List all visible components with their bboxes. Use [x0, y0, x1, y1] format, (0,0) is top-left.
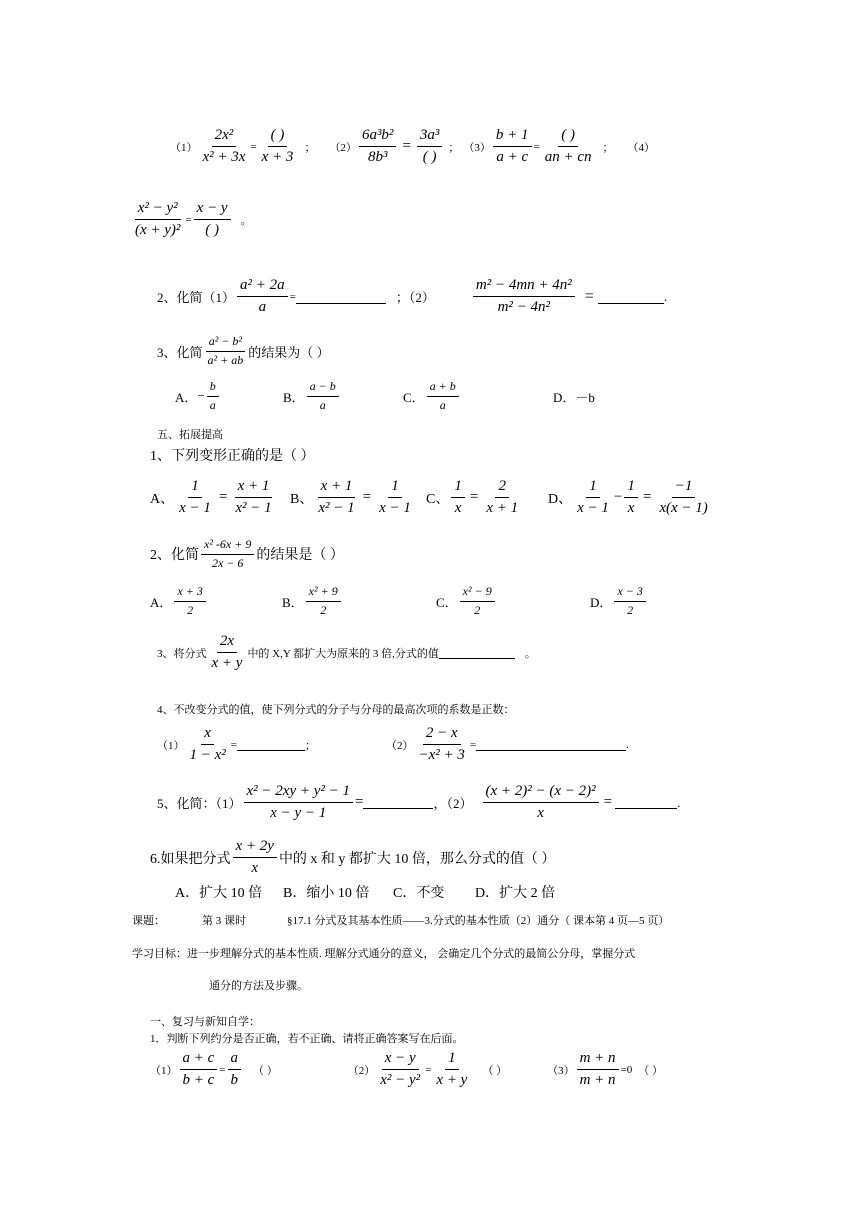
- ext1-options: [150, 478, 713, 518]
- q1-row: （1） $\frac{\text{2x²}}{\text{x² + 3x}}$ = $\frac{( )}{x + 3}$ ； （2） $\frac{\text{6a³b²}}{\text{8b³}}$ = $\frac{\text{3a³}}{( )}$ ； （3） $\frac{b + 1}{a + c}$ = $\frac{( )}{an + cn}$ ； （4）: [170, 127, 656, 166]
- option-c[interactable]: C． $\frac{\text{x² − 9}}{2}$: [436, 585, 590, 618]
- fraction: $\frac{\text{x² − y²}}{\text{(x + y)²}}$: [135, 200, 181, 239]
- fraction: $\frac{\text{3a³}}{( )}$: [417, 127, 443, 167]
- answer-blank[interactable]: [615, 796, 677, 809]
- fraction: $\frac{( )}{an + cn}$: [544, 127, 592, 166]
- item-label: （1）: [170, 141, 198, 154]
- option-d[interactable]: D．扩大 2 倍: [475, 886, 556, 901]
- goal-line-1: 学习目标：进一步理解分式的基本性质. 理解分式通分的意义， 会确定几个分式的最简公分母，掌握分式: [132, 948, 636, 960]
- answer-blank[interactable]: [363, 796, 433, 809]
- option-a[interactable]: A． − $\frac{b}{a}$: [175, 380, 283, 413]
- fraction: $\frac{\text{a² − b²}}{\text{a² + ab}}$: [207, 334, 244, 367]
- q3-options: [175, 380, 595, 413]
- answer-blank[interactable]: [439, 646, 515, 659]
- option-b[interactable]: B． $\frac{a - b}{a}$: [283, 380, 403, 413]
- review-row: （1） $\frac{a + c}{b + c}$ = $\frac{a}{b}$ （ ） （2） $\frac{x - y}{\text{x² − y²}}$ = $\frac{1}{x + y}$ （ ） （3） $\frac{m + n}{m + n}$ =0 （ ）: [150, 1050, 664, 1089]
- fraction: $\frac{b + 1}{a + c}$: [493, 127, 532, 167]
- q3-row: 3、化简 $\frac{\text{a² − b²}}{\text{a² + ab}}$ 的结果为（ ）: [157, 334, 330, 367]
- option-d[interactable]: D． －b: [553, 389, 595, 405]
- fraction: $\frac{\text{6a³b²}}{\text{8b³}}$: [359, 127, 397, 167]
- answer-blank[interactable]: [598, 289, 664, 304]
- option-a[interactable]: A、 $\frac{1}{x - 1}$ = $\frac{x + 1}{\text{x² − 1}}$: [150, 478, 272, 517]
- fraction: $\frac{a - b}{a}$: [307, 380, 339, 413]
- answer-blank[interactable]: [237, 738, 305, 751]
- fraction: $\frac{( )}{x + 3}$: [261, 127, 294, 166]
- option-c[interactable]: C、 $\frac{1}{x}$ = $\frac{2}{x + 1}$: [426, 478, 519, 517]
- ext3-row: 3、将分式 $\frac{2x}{x + y}$ 中的 X,Y 都扩大为原来的 3 倍,分式的值 。: [157, 633, 536, 672]
- fraction: $\frac{x - y}{( )}$: [194, 200, 231, 240]
- fraction: $\frac{\text{m² − 4mn + 4n²}}{\text{m² − 4n²}}$: [473, 277, 575, 317]
- answer-blank[interactable]: [296, 289, 386, 304]
- q2-row: 2、化简（1） $\frac{\text{a² + 2a}}{a}$ = ；（2） $\frac{\text{m² − 4mn + 4n²}}{\text{m² − 4n²}}$ = .: [157, 277, 668, 316]
- lesson-time: 第 3 课时: [202, 915, 246, 927]
- fraction: $\frac{\text{2x²}}{\text{x² + 3x}}$: [202, 127, 246, 166]
- option-d[interactable]: D． $\frac{x - 3}{2}$: [590, 585, 648, 618]
- ext2-options: [150, 585, 648, 618]
- ext5-row: 5、化简：（1） $\frac{\text{x² − 2xy + y² − 1}}{x - y - 1}$ = ，（2） $\frac{\text{(x + 2)² − (x − 2)²}}{x}$ = .: [157, 783, 681, 822]
- option-a[interactable]: A．扩大 10 倍: [175, 886, 263, 901]
- ext6-options: [175, 882, 555, 902]
- option-a[interactable]: A． $\frac{x + 3}{2}$: [150, 585, 282, 618]
- lesson-title: §17.1 分式及其基本性质——3.分式的基本性质（2）通分（ 课本第 4 页—5 页）: [287, 915, 670, 927]
- lesson-label: 课题：: [132, 915, 165, 927]
- fraction: $\frac{b}{a}$: [207, 380, 219, 413]
- fraction: $\frac{\text{a² + 2a}}{a}$: [237, 277, 288, 317]
- ext4-question: 4、不改变分式的值，使下列分式的分子与分母的最高次项的系数是正数：: [157, 704, 515, 716]
- answer-blank[interactable]: [476, 738, 626, 751]
- option-b[interactable]: B． $\frac{\text{x² + 9}}{2}$: [282, 585, 436, 618]
- ext1-question: 1、下列变形正确的是（ ）: [150, 449, 315, 464]
- ext6-row: 6.如果把分式 $\frac{x + 2y}{x}$ 中的 x 和 y 都扩大 10 倍，那么分式的值（ ）: [150, 838, 556, 877]
- option-c[interactable]: C． $\frac{a + b}{a}$: [403, 380, 553, 413]
- section-title: 五、拓展提高: [157, 429, 223, 441]
- ext2-row: 2、化简 $\frac{\text{x² -6x + 9}}{2x - 6}$ 的结果是（ ）: [150, 537, 344, 570]
- q1-item4: $\frac{\text{x² − y²}}{\text{(x + y)²}}$ = $\frac{x - y}{( )}$ 。: [130, 200, 252, 240]
- ext4-row: （1） $\frac{x}{\text{1 − x²}}$ = ； （2） $\frac{2 - x}{\text{−x² + 3}}$ = .: [157, 725, 629, 764]
- option-b[interactable]: B、 $\frac{x + 1}{\text{x² − 1}}$ = $\frac{1}{x - 1}$: [290, 478, 411, 517]
- option-d[interactable]: D、 $\frac{1}{x - 1}$ − $\frac{1}{x}$ = $\frac{-1}{x(x - 1)}$: [548, 478, 708, 517]
- option-c[interactable]: C．不变: [393, 886, 445, 901]
- goal-line-2: 通分的方法及步骤。: [209, 980, 308, 992]
- review-question: 1．判断下列约分是否正确，若不正确、请将正确答案写在后面。: [150, 1033, 464, 1045]
- option-b[interactable]: B．缩小 10 倍: [283, 886, 370, 901]
- fraction: $\frac{a + b}{a}$: [427, 380, 459, 413]
- review-title: 一、复习与新知自学：: [150, 1016, 260, 1028]
